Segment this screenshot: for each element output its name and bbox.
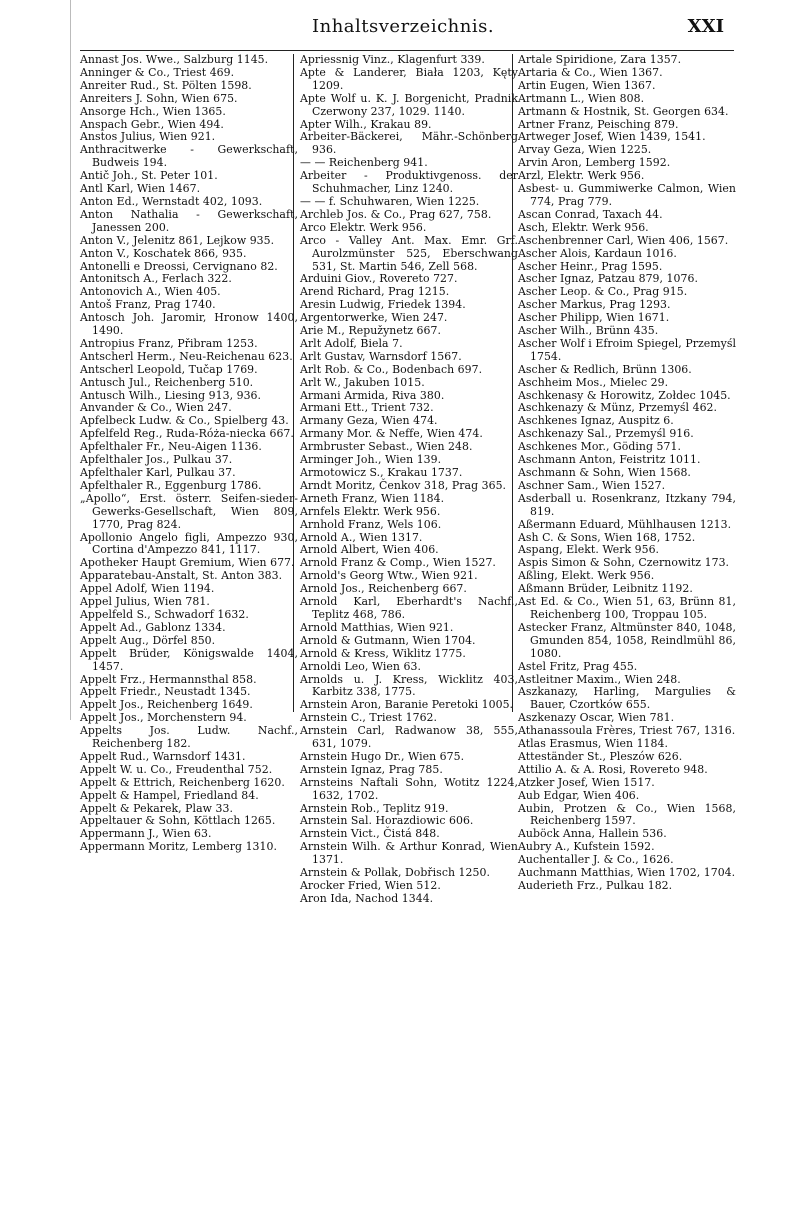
index-entry: Apfelfeld Reg., Ruda-Róża-niecka 667. [80,427,294,441]
index-entry: Atteständer St., Pleszów 626. [518,749,683,763]
index-entry: Aschheim Mos., Mielec 29. [518,375,669,389]
index-entry: Ansorge Hch., Wien 1365. [80,104,226,118]
index-entry: Astleitner Maxim., Wien 248. [518,672,681,686]
index-entry: Appelfeld S., Schwadorf 1632. [80,607,249,621]
index-entry: Auchentaller J. & Co., 1626. [518,853,674,867]
index-entry: Appelt Friedr., Neustadt 1345. [80,685,251,699]
index-entry: Antscherl Herm., Neu-Reichenau 623. [80,349,293,363]
index-entry: Apollonio Angelo figli, Ampezzo 930, Cortina d'Ampezzo 841, 1117. [80,530,298,557]
index-entry: Aub Edgar, Wien 406. [518,788,640,802]
index-entry: Armany Geza, Wien 474. [300,414,438,428]
index-entry: Ascher Heinr., Prag 1595. [518,259,663,273]
index-entry: Appelt Ad., Gablonz 1334. [80,620,226,634]
index-entry: „Apollo“, Erst. österr. Seifen-sieder-Gewerks-Gesellschaft, Wien 809, 1770, Prag 824. [80,491,298,531]
index-entry: Armany Mor. & Neffe, Wien 474. [300,427,483,441]
index-entry: Atlas Erasmus, Wien 1184. [518,737,669,751]
index-entry: Antusch Wilh., Liesing 913, 936. [80,388,262,402]
page-number: XXI [687,16,724,37]
index-entry: Arbeiter - Produktivgenoss. der Schuhmacher, Linz 1240. [300,169,518,196]
page-title: Inhaltsverzeichnis. [312,16,495,37]
index-entry: Arnold Karl, Eberhardt's Nachf., Teplitz 468, 786. [300,595,518,621]
index-entry: Antscherl Leopold, Tučap 1769. [80,362,258,376]
index-entry: Appelt Frz., Hermannsthal 858. [80,672,257,686]
index-entry: Arnstein C., Triest 1762. [300,711,438,725]
index-entry: Antropius Franz, Přibram 1253. [80,336,258,350]
index-entry: Aschkenes Ignaz, Auspitz 6. [518,414,674,428]
index-column-right [518,54,736,893]
index-entry: Appelt Jos., Reichenberg 1649. [80,698,253,712]
index-entry: Appelt Aug., Dörfel 850. [80,633,216,647]
index-entry: Attilio A. & A. Rosi, Rovereto 948. [518,762,708,776]
page-binding-edge [70,0,71,720]
index-entry: Ascher Wolf i Efroim Spiegel, Przemyśl 1754. [518,336,736,363]
index-entry: Apriessnig Vinz., Klagenfurt 339. [300,53,485,66]
index-entry: Aschkenes Mor., Göding 571. [518,440,681,454]
index-entry: Apter Wilh., Krakau 89. [300,117,432,131]
index-entry: Appel Julius, Wien 781. [80,595,210,609]
index-entry: Aschenbrenner Carl, Wien 406, 1567. [518,233,729,247]
index-entry: Arnold Franz & Comp., Wien 1527. [300,556,496,570]
index-entry: Arie M., Repužynetz 667. [300,324,442,338]
index-entry: Arnold Albert, Wien 406. [300,543,439,557]
index-entry: Arnold Matthias, Wien 921. [300,620,454,634]
index-entry: Antonelli e Dreossi, Cervignano 82. [80,259,278,273]
index-entry: Ash C. & Sons, Wien 168, 1752. [518,530,696,544]
index-entry: Aspis Simon & Sohn, Czernowitz 173. [518,556,730,570]
index-entry: Ascher Wilh., Brünn 435. [518,324,659,338]
index-entry: Asbest- u. Gummiwerke Calmon, Wien 774, Prag 779. [518,182,736,208]
index-entry: Auböck Anna, Hallein 536. [518,827,667,841]
index-entry: Arnsteins Naftali Sohn, Wotitz 1224, 1632, 1702. [300,775,518,802]
index-entry: Aschner Sam., Wien 1527. [518,478,666,492]
index-entry: Aubry A., Kufstein 1592. [518,840,655,854]
index-entry: Arnstein Ignaz, Prag 785. [300,762,443,776]
index-entry: Arnold A., Wien 1317. [300,530,423,544]
index-entry: Astel Fritz, Prag 455. [518,659,638,673]
index-entry: Armotowicz S., Krakau 1737. [300,466,463,479]
index-entry: Auchmann Matthias, Wien 1702, 1704. [518,866,736,880]
index-entry: Arnoldi Leo, Wien 63. [300,659,421,673]
index-entry: Anreiters J. Sohn, Wien 675. [80,91,238,105]
index-entry: Arnstein Carl, Radwanow 38, 555, 631, 1079. [300,724,518,751]
index-entry: Anspach Gebr., Wien 494. [80,117,224,131]
index-entry: Appelt Rud., Warnsdorf 1431. [80,749,246,763]
index-column-middle [300,54,518,906]
index-entry: Aszkenazy Oscar, Wien 781. [518,711,675,725]
index-entry: Asch, Elektr. Werk 956. [518,220,649,234]
index-entry: Anreiter Rud., St. Pölten 1598. [80,78,252,92]
index-entry: Arminger Joh., Wien 139. [300,453,442,467]
index-entry: Artmann L., Wien 808. [518,91,645,105]
index-entry: Arnold & Kress, Wiklitz 1775. [300,646,466,660]
index-entry: Anton V., Jelenitz 861, Lejkow 935. [80,233,275,247]
index-entry: Arzl, Elektr. Werk 956. [518,169,645,183]
index-entry: Ascan Conrad, Taxach 44. [518,207,663,221]
index-entry: Arvay Geza, Wien 1225. [518,143,652,157]
index-entry: Artner Franz, Peisching 879. [518,117,679,131]
index-entry: Apte & Landerer, Biała 1203, Kęty 1209. [300,65,518,92]
index-entry: Anton Nathalia - Gewerkschaft, Janessen 200. [80,207,298,234]
index-entry: Arnstein Vict., Čistá 848. [300,827,440,841]
index-entry: Appelts Jos. Ludw. Nachf., Reichenberg 182. [80,724,298,751]
index-entry: Ascher Ignaz, Patzau 879, 1076. [518,272,698,286]
index-entry: Aschmann & Sohn, Wien 1568. [518,466,691,479]
index-entry: Arnstein Rob., Teplitz 919. [300,801,449,815]
index-entry: Antonovich A., Wien 405. [80,285,221,299]
index-entry: Aschkenazy Sal., Przemyśl 916. [518,427,694,441]
index-entry: Aschkenasy & Horowitz, Zołdec 1045. [518,388,731,402]
index-entry: Armani Armida, Riva 380. [300,388,445,402]
index-entry: Arvin Aron, Lemberg 1592. [518,156,671,170]
index-entry: Appelt Brüder, Königswalde 1404, 1457. [80,646,298,673]
index-entry: Apfelthaler Karl, Pulkau 37. [80,466,236,479]
index-entry: Appelt & Hampel, Friedland 84. [80,788,259,802]
index-entry: Anstos Julius, Wien 921. [80,130,216,144]
index-entry: Arlt Adolf, Biela 7. [300,336,403,350]
index-entry: Arbeiter-Bäckerei, Mähr.-Schönberg 936. [300,130,518,157]
index-entry: Appelt W. u. Co., Freudenthal 752. [80,762,273,776]
page-header [72,8,732,48]
index-entry: Aszkanazy, Harling, Margulies & Bauer, Czortków 655. [518,685,736,712]
index-entry: Armbruster Sebast., Wien 248. [300,440,473,454]
index-entry: Artale Spiridione, Zara 1357. [518,53,682,66]
index-entry: Atzker Josef, Wien 1517. [518,775,655,789]
index-entry: Artin Eugen, Wien 1367. [518,78,656,92]
index-entry: Ascher Alois, Kardaun 1016. [518,246,677,260]
index-entry: Appermann Moritz, Lemberg 1310. [80,840,277,854]
index-entry: Asderball u. Rosenkranz, Itzkany 794, 819. [518,491,736,518]
index-entry: Aschmann Anton, Feistritz 1011. [518,453,701,467]
index-entry: Aßling, Elekt. Werk 956. [518,569,655,583]
index-entry: Anton V., Koschatek 866, 935. [80,246,247,260]
index-entry: Aron Ida, Nachod 1344. [300,891,434,905]
index-entry: Anninger & Co., Triest 469. [80,65,235,79]
index-entry: Apfelthaler Jos., Pulkau 37. [80,453,233,467]
index-entry: Apparatebau-Anstalt, St. Anton 383. [80,569,283,583]
index-entry: Antič Joh., St. Peter 101. [80,169,218,183]
index-entry: Arlt Gustav, Warnsdorf 1567. [300,349,462,363]
index-entry: Appelt Jos., Morchenstern 94. [80,711,247,725]
index-entry: Arnold & Gutmann, Wien 1704. [300,633,476,647]
index-entry: Apfelthaler Fr., Neu-Aigen 1136. [80,440,262,454]
index-entry: Arnstein & Pollak, Dobřisch 1250. [300,866,490,880]
index-entry: Aßmann Brüder, Leibnitz 1192. [518,582,693,596]
index-entry: Appel Adolf, Wien 1194. [80,582,215,596]
index-entry: Ascher Philipp, Wien 1671. [518,311,670,325]
index-entry: Armani Ett., Trient 732. [300,401,434,415]
index-entry: Apfelthaler R., Eggenburg 1786. [80,478,262,492]
index-column-left [80,54,298,854]
index-entry: Appermann J., Wien 63. [80,827,212,841]
index-entry: Artweger Josef, Wien 1439, 1541. [518,130,706,144]
index-entry: Appelt & Ettrich, Reichenberg 1620. [80,775,285,789]
index-entry: Ascher Markus, Prag 1293. [518,298,671,312]
index-entry: Aubin, Protzen & Co., Wien 1568, Reichenberg 1597. [518,801,736,828]
index-entry: Arnolds u. J. Kress, Wicklitz 403, Karbitz 338, 1775. [300,672,518,699]
index-entry: Astecker Franz, Altmünster 840, 1048, Gmunden 854, 1058, Reindlmühl 86, 1080. [518,620,736,660]
index-entry: Archleb Jos. & Co., Prag 627, 758. [300,207,492,221]
index-entry: Antonitsch A., Ferlach 322. [80,272,232,286]
index-entry: Apfelbeck Ludw. & Co., Spielberg 43. [80,414,289,428]
index-entry: Arnhold Franz, Wels 106. [300,517,442,531]
index-entry: Arnstein Wilh. & Arthur Konrad, Wien 1371. [300,840,518,867]
index-entry: Arduini Giov., Rovereto 727. [300,272,458,286]
index-entry: Artaria & Co., Wien 1367. [518,65,663,79]
header-rule [80,50,734,51]
index-entry: Arnstein Hugo Dr., Wien 675. [300,749,465,763]
index-entry: Arco Elektr. Werk 956. [300,220,427,234]
index-entry: Arneth Franz, Wien 1184. [300,491,445,505]
index-entry: Anvander & Co., Wien 247. [80,401,232,415]
index-entry: — — Reichenberg 941. [300,156,428,170]
index-entry: Aßermann Eduard, Mühlhausen 1213. [518,517,732,531]
index-entry: Antl Karl, Wien 1467. [80,182,201,196]
index-entry: — — f. Schuhwaren, Wien 1225. [300,194,480,208]
index-entry: Aspang, Elekt. Werk 956. [518,543,660,557]
index-entry: Arnold's Georg Wtw., Wien 921. [300,569,478,583]
index-entry: Antoš Franz, Prag 1740. [80,298,216,312]
index-entry: Anton Ed., Wernstadt 402, 1093. [80,194,263,208]
index-entry: Argentorwerke, Wien 247. [300,311,448,325]
index-entry: Appelt & Pekarek, Plaw 33. [80,801,233,815]
index-entry: Athanassoula Frères, Triest 767, 1316. [518,724,736,738]
index-entry: Arnstein Sal. Horazdiowic 606. [300,814,474,828]
index-entry: Arend Richard, Prag 1215. [300,285,450,299]
index-entry: Apotheker Haupt Gremium, Wien 677. [80,556,295,570]
index-entry: Arnstein Aron, Baranie Peretoki 1005. [300,698,514,712]
index-entry: Arnold Jos., Reichenberg 667. [300,582,467,596]
index-entry: Artmann & Hostnik, St. Georgen 634. [518,104,729,118]
index-entry: Arocker Fried, Wien 512. [300,879,441,892]
index-entry: Apte Wolf u. K. J. Borgenicht, Pradnik Czerwony 237, 1029. 1140. [300,91,518,118]
index-entry: Ascher & Redlich, Brünn 1306. [518,362,692,376]
index-entry: Arco - Valley Ant. Max. Emr. Grf. Aurolzmünster 525, Eberschwang 531, St. Martin 546, Zell 568. [300,233,518,273]
index-entry: Aresin Ludwig, Friedek 1394. [300,298,466,312]
index-entry: Anthracitwerke - Gewerkschaft, Budweis 194. [80,143,298,170]
index-entry: Ast Ed. & Co., Wien 51, 63, Brünn 81, Reichenberg 100, Troppau 105. [518,595,736,621]
index-entry: Ascher Leop. & Co., Prag 915. [518,285,688,299]
index-entry: Arlt W., Jakuben 1015. [300,375,425,389]
index-entry: Antosch Joh. Jaromir, Hronow 1400, 1490. [80,311,298,338]
index-entry: Arnfels Elektr. Werk 956. [300,504,441,518]
index-entry: Appeltauer & Sohn, Köttlach 1265. [80,814,276,828]
index-entry: Arlt Rob. & Co., Bodenbach 697. [300,362,483,376]
index-entry: Antusch Jul., Reichenberg 510. [80,375,254,389]
index-entry: Aschkenazy & Münz, Przemyśl 462. [518,401,718,415]
index-entry: Annast Jos. Wwe., Salzburg 1145. [80,53,269,66]
index-entry: Auderieth Frz., Pulkau 182. [518,879,673,892]
index-entry: Arndt Moritz, Čenkov 318, Prag 365. [300,478,507,492]
